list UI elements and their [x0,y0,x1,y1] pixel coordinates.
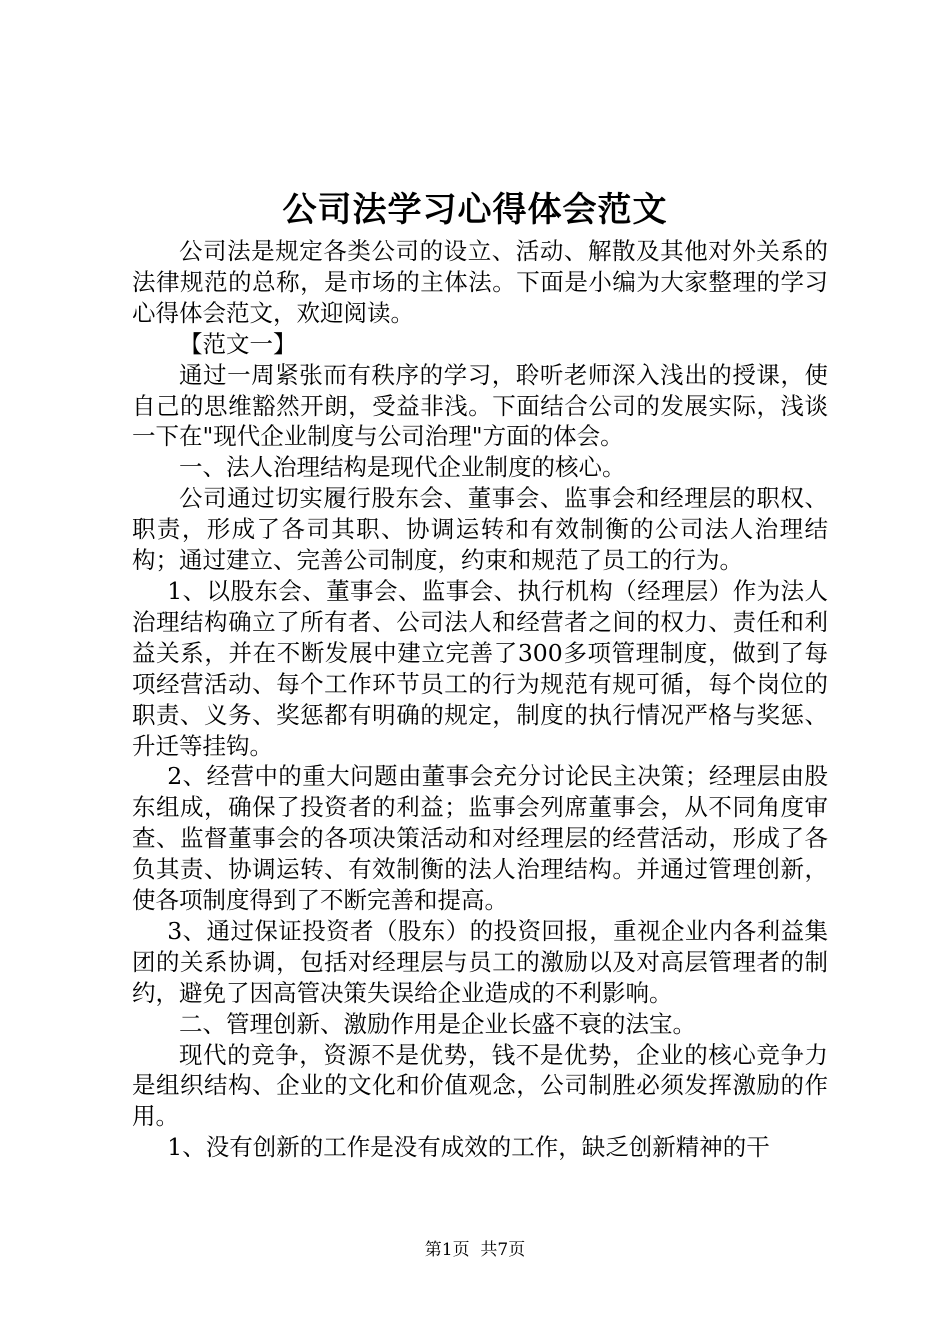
page-footer [0,1238,950,1262]
paragraph-section-heading-1: 一、法人治理结构是现代企业制度的核心。 [179,453,626,482]
paragraph-governance: 公司通过切实履行股东会、董事会、监事会和经理层的职权、职责，形成了各司其职、协调运转和有效制衡的公司法人治理结构；通过建立、完善公司制度，约束和规范了员工的行为。 [132,484,828,575]
paragraph-competition: 现代的竞争，资源不是优势，钱不是优势，企业的核心竞争力是组织结构、企业的文化和价值观念，公司制胜必须发挥激励的作用。 [132,1040,828,1131]
paragraph-sample-heading: 【范文一】 [179,329,297,358]
document-body [132,236,828,1163]
page-number-label: 第1页 共7页 [424,1240,526,1260]
paragraph-section-heading-2: 二、管理创新、激励作用是企业长盛不衰的法宝。 [179,1009,696,1038]
paragraph-point-1: 1、以股东会、董事会、监事会、执行机构（经理层）作为法人治理结构确立了所有者、公司法人和经营者之间的权力、责任和利益关系，并在不断发展中建立完善了300多项管理制度，做到了每项经营活动、每个工作环节员工的行为规范有规可循，每个岗位的职责、义务、奖惩都有明确的规定，制度的执行情况严格与奖惩、升迁等挂钩。 [132,576,828,760]
paragraph-sample-intro: 通过一周紧张而有秩序的学习，聆听老师深入浅出的授课，使自己的思维豁然开朗，受益非浅。下面结合公司的发展实际，浅谈一下在"现代企业制度与公司治理"方面的体会。 [132,360,828,451]
document-title: 公司法学习心得体会范文 [282,190,668,230]
paragraph-point-3: 3、通过保证投资者（股东）的投资回报，重视企业内各利益集团的关系协调，包括对经理层与员工的激励以及对高层管理者的制约，避免了因高管决策失误给企业造成的不利影响。 [132,916,828,1007]
paragraph-innovation-point-1: 1、没有创新的工作是没有成效的工作，缺乏创新精神的干 [167,1133,770,1162]
paragraph-intro: 公司法是规定各类公司的设立、活动、解散及其他对外关系的法律规范的总称，是市场的主体法。下面是小编为大家整理的学习心得体会范文，欢迎阅读。 [132,237,828,327]
paragraph-point-2: 2、经营中的重大问题由董事会充分讨论民主决策；经理层由股东组成，确保了投资者的利益；监事会列席董事会，从不同角度审查、监督董事会的各项决策活动和对经理层的经营活动，形成了各负其责、协调运转、有效制衡的法人治理结构。并通过管理创新，使各项制度得到了不断完善和提高。 [132,762,828,915]
